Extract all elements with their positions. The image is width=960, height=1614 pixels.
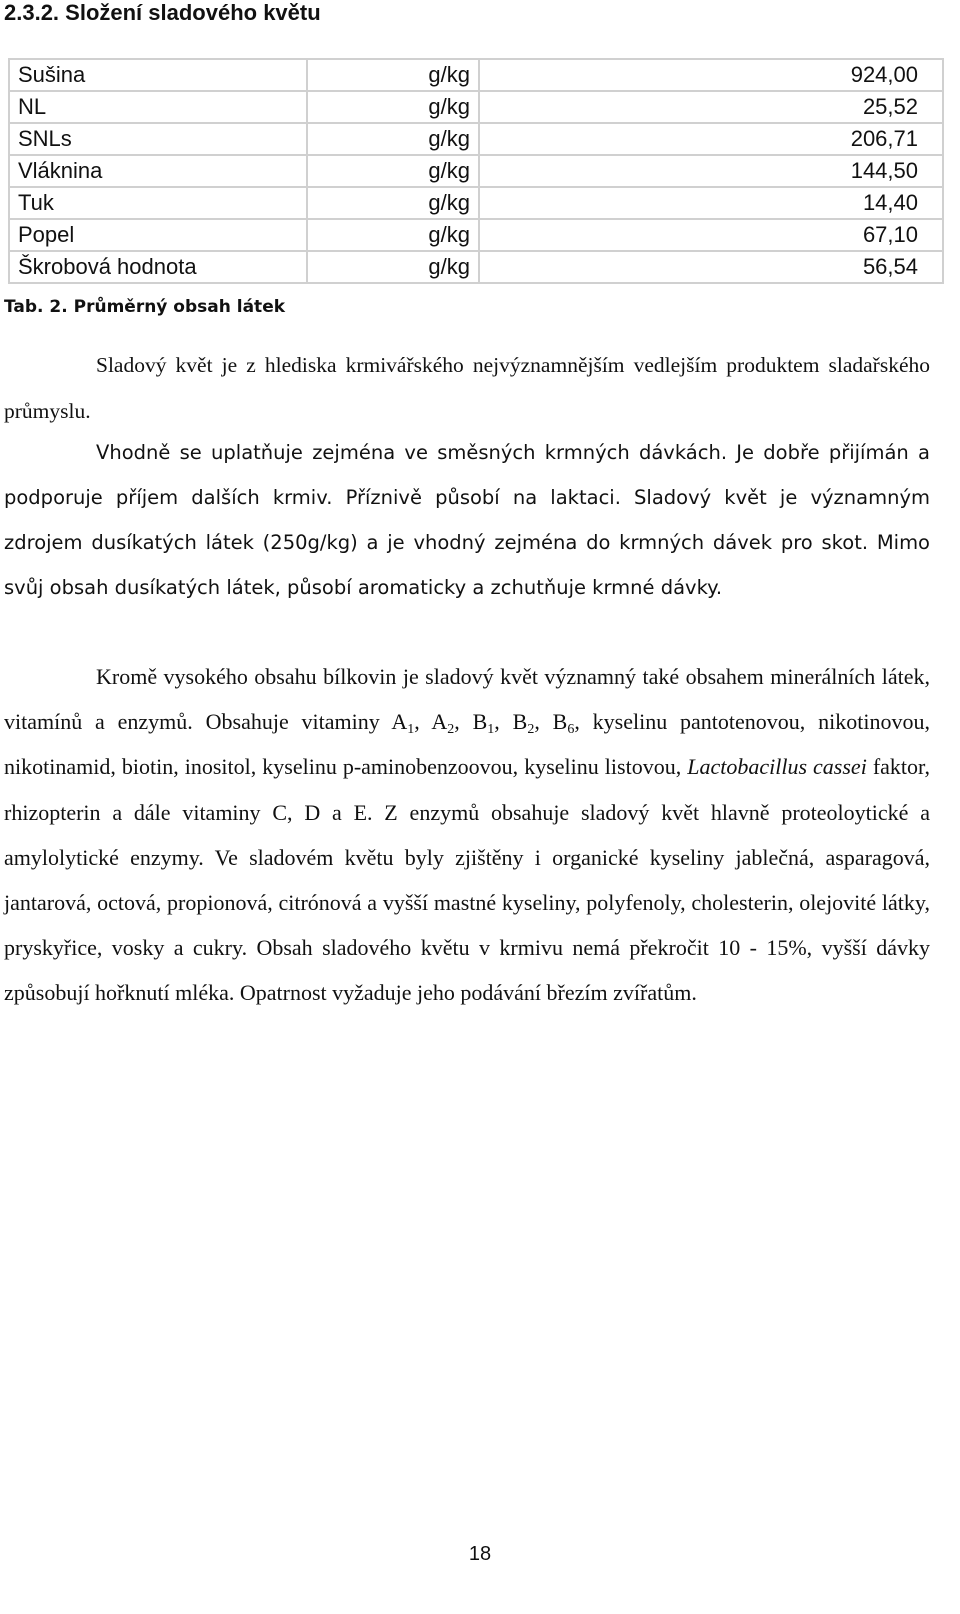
subscript: 2 [527, 722, 535, 738]
row-name: Tuk [9, 187, 307, 219]
text-run: , B [494, 709, 528, 735]
subscript: 6 [567, 722, 575, 738]
paragraph-composition [4, 654, 930, 1016]
row-name: SNLs [9, 123, 307, 155]
row-value: 25,52 [479, 91, 943, 123]
row-unit: g/kg [307, 187, 479, 219]
row-value: 56,54 [479, 251, 943, 283]
table-caption: Tab. 2. Průměrný obsah látek [4, 297, 286, 317]
text-run: faktor, rhizopterin a dále vitaminy C, D a E. Z enzymů obsahuje sladový květ hlavně proteoloytické a amylolytické enzymy. Ve sladovém květu byly zjištěny i organické kyseliny jablečná, asparagová, jantarová, octová, propionová, citrónová a vyšší mastné kyseliny, polyfenoly, cholesterin, olejovité látky, pryskyřice, vosky a cukry. Obsah sladového květu v krmivu nemá překročit 10 - 15%, vyšší dávky způsobují hořknutí mléka. Opatrnost vyžaduje jeho podávání březím zvířatům. [4, 754, 930, 1006]
row-unit: g/kg [307, 155, 479, 187]
table-row [9, 155, 943, 187]
section-heading: 2.3.2. Složení sladového květu [4, 0, 321, 25]
table-row [9, 187, 943, 219]
row-value: 67,10 [479, 219, 943, 251]
table-row [9, 219, 943, 251]
row-value: 924,00 [479, 59, 943, 91]
paragraph-byproduct: Sladový květ je z hlediska krmivářského nejvýznamnějším vedlejším produktem sladařského průmyslu. [4, 353, 930, 423]
text-run: , kyselinu pantotenovou, nikotinovou, nikotinamid, biotin, inositol, kyselinu p-aminobenzoovou, kyselinu listovou, [4, 709, 930, 780]
text-run: Kromě vysokého obsahu bílkovin je sladový květ významný také obsahem minerálních látek, vitamínů a enzymů. Obsahuje vitaminy A [4, 664, 930, 735]
subscript: 1 [407, 722, 415, 738]
subscript: 1 [487, 722, 495, 738]
row-name: Sušina [9, 59, 307, 91]
row-unit: g/kg [307, 91, 479, 123]
row-name: NL [9, 91, 307, 123]
paragraph-feeding-use: Vhodně se uplatňuje zejména ve směsných krmných dávkách. Je dobře přijímán a podporuje příjem dalších krmiv. Příznivě působí na laktaci. Sladový květ je významným zdrojem dusíkatých látek (250g/kg) a je vhodný zejména do krmných dávek pro skot. Mimo svůj obsah dusíkatých látek, působí aromaticky a zchutňuje krmné dávky. [4, 441, 930, 599]
row-value: 144,50 [479, 155, 943, 187]
table-row [9, 251, 943, 283]
subscript: 2 [447, 722, 455, 738]
text-run: , B [454, 709, 488, 735]
row-value: 206,71 [479, 123, 943, 155]
row-name: Škrobová hodnota [9, 251, 307, 283]
italic-species-name: Lactobacillus cassei [687, 754, 867, 780]
row-unit: g/kg [307, 219, 479, 251]
nutrient-table [8, 58, 944, 284]
row-unit: g/kg [307, 123, 479, 155]
page-number: 18 [468, 1543, 492, 1565]
text-run: , B [534, 709, 568, 735]
row-name: Popel [9, 219, 307, 251]
row-value: 14,40 [479, 187, 943, 219]
table-row [9, 123, 943, 155]
table-row [9, 91, 943, 123]
row-unit: g/kg [307, 59, 479, 91]
text-run: , A [414, 709, 448, 735]
row-unit: g/kg [307, 251, 479, 283]
row-name: Vláknina [9, 155, 307, 187]
table-row [9, 59, 943, 91]
